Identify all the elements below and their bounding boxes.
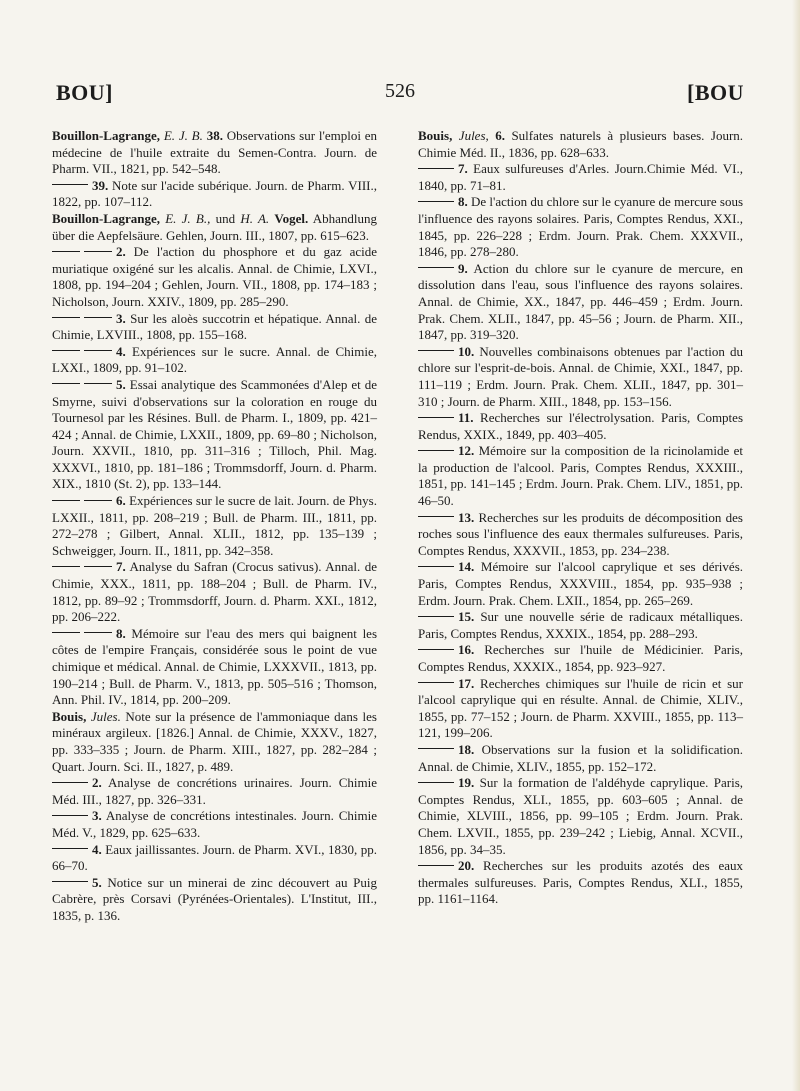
header-right-word: [BOU <box>687 80 744 105</box>
entry-text: Analyse du Safran (Crocus sativus). Annal. de Chimie, XXX., 1811, pp. 188–204 ; Bull. de Pharm. IV., 1812, pp. 89–92 ; Trommsdorff, Journ. d. Pharm. XXI., 1812, pp. 206–222. <box>52 559 377 625</box>
ditto-rule <box>52 251 80 252</box>
entry-text: Recherches chimiques sur l'huile de ricin et sur l'alcool caprylique qui en résulte. Annal. de Chimie, XLIV., 1855, pp. 77–152 ; Journ. de Pharm. XXVIII., 1855, pp. 113–121, 199–206. <box>418 675 744 741</box>
ditto-rule <box>52 317 80 318</box>
bibliography-entry <box>52 842 377 875</box>
ditto-rule <box>418 616 454 617</box>
entry-number: 5. <box>92 874 102 890</box>
bibliography-entry <box>52 808 377 841</box>
running-header <box>56 80 744 120</box>
entry-number: 39. <box>92 177 109 193</box>
ditto-rule <box>418 748 454 749</box>
ditto-rule <box>418 267 454 268</box>
bibliography-entry <box>418 344 743 410</box>
ditto-rule <box>418 682 454 683</box>
ditto-rule <box>52 848 88 849</box>
entry-number: 20. <box>458 858 475 874</box>
ditto-rule <box>84 500 112 501</box>
ditto-rule <box>418 782 454 783</box>
entry-number: 4. <box>116 343 126 359</box>
page-edge <box>792 0 800 1091</box>
ditto-rule <box>84 251 112 252</box>
entry-author: Bouis, <box>52 708 87 724</box>
ditto-rule <box>418 450 454 451</box>
entry-text: Eaux jaillissantes. Journ. de Pharm. XVI., 1830, pp. 66–70. <box>52 841 378 874</box>
entry-number: 13. <box>458 509 475 525</box>
bibliography-entry <box>418 510 743 560</box>
entry-number: 14. <box>458 559 475 575</box>
bibliography-entry <box>52 559 377 625</box>
entry-number: 9. <box>458 260 468 276</box>
entry-text: Nouvelles combinaisons obtenues par l'action du chlore sur l'esprit-de-bois. Annal. de Chimie, XXI., 1847, pp. 111–119 ; Erdm. Journ. Prak. Chem. XLII., 1847, pp. 301–310 ; Journ. de Pharm. XIII., 1848, pp. 153–156. <box>418 343 744 409</box>
bibliography-entry <box>52 493 377 559</box>
bibliography-entry <box>52 178 377 211</box>
ditto-rule <box>84 383 112 384</box>
entry-text: Note sur la présence de l'ammoniaque dans les minéraux argileux. [1826.] Annal. de Chimie, XXXV., 1827, pp. 333–335 ; Journ. de Pharm. XIII., 1827, pp. 282–284 ; Quart. Journ. Sci. II., 1827, p. 489. <box>52 708 377 774</box>
entry-number: 16. <box>458 642 475 658</box>
entry-text: Eaux sulfureuses d'Arles. Journ.Chimie Méd. VI., 1840, pp. 71–81. <box>418 161 743 193</box>
entry-number: 8. <box>116 625 126 641</box>
entry-text: Analyse de concrétions urinaires. Journ. Chimie Méd. III., 1827, pp. 326–331. <box>52 775 377 807</box>
ditto-rule <box>418 649 454 650</box>
entry-author-initials: E. J. B., <box>165 210 211 226</box>
ditto-rule <box>418 417 454 418</box>
bibliography-entry <box>52 775 377 808</box>
ditto-rule <box>418 350 454 351</box>
entry-text: Mémoire sur l'eau des mers qui baignent les côtes de l'empire Français, considérée sous le point de vue chimique et médical. Annal. de Chimie, LXXXVII., 1813, pp. 190–214 ; Bull. de Pharm. V., 1813, pp. 505–516 ; Thomson, Ann. Phil. IV., 1814, pp. 200–209. <box>52 625 378 708</box>
entry-text: Recherches sur l'électrolysation. Paris, Comptes Rendus, XXIX., 1849, pp. 403–405. <box>418 410 743 442</box>
entry-author: Bouis, <box>418 128 453 143</box>
bibliography-entry <box>418 609 743 642</box>
ditto-rule <box>418 566 454 567</box>
ditto-rule <box>52 350 80 351</box>
ditto-rule <box>52 632 80 633</box>
entry-text: Action du chlore sur le cyanure de mercure, en dissolution dans l'eau, sous l'influence des rayons solaires. Annal. de Chimie, XX., 1847, pp. 446–459 ; Erdm. Journ. Prak. Chem. XLII., 1847, pp. 45–56 ; Journ. de Pharm. XII., 1847, pp. 319–320. <box>418 260 743 343</box>
entry-author-initials: Jules, <box>458 128 489 143</box>
ditto-rule <box>52 782 88 783</box>
entry-text: De l'action du phosphore et du gaz acide muriatique oxigéné sur les alcalis. Annal. de Chimie, LXVI., 1808, pp. 194–204 ; Gehlen, Journ. VII., 1808, pp. 174–183 ; Nicholson, Journ. XXIV., 1809, pp. 285–290. <box>52 244 377 309</box>
bibliography-entry <box>52 211 377 244</box>
entry-text: Expériences sur le sucre. Annal. de Chimie, LXXI., 1809, pp. 91–102. <box>52 343 378 376</box>
entry-text: Mémoire sur l'alcool caprylique et ses dérivés. Paris, Comptes Rendus, XXXVIII., 1854, pp. 935–938 ; Erdm. Journ. Prak. Chem. LXII., 1854, pp. 265–269. <box>418 559 743 608</box>
entry-number: 11. <box>458 410 474 426</box>
entry-text: Observations sur l'emploi en médecine de l'huile extraite du Semen-Contra. Journ. de Pharm. VII., 1821, pp. 542–548. <box>52 128 378 177</box>
bibliography-entry <box>52 875 377 925</box>
entry-text: Recherches sur les produits azotés des eaux thermales sulfureuses. Paris, Comptes Rendus, XLI., 1855, pp. 1161–1164. <box>418 858 744 907</box>
bibliography-entry <box>52 709 377 775</box>
entry-number: 17. <box>458 675 475 691</box>
entry-text: Essai analytique des Scammonées d'Alep et de Smyrne, suivi d'observations sur la coloration en rouge du Tournesol par les Résines. Bull. de Pharm. I., 1809, pp. 421–424 ; Annal. de Chimie, LXXII., 1809, pp. 69–80 ; Nicholson, Journ. XXVII., 1810, pp. 311–316 ; Tilloch, Phil. Mag. XXXVI., 1810, pp. 181–186 ; Trommsdorff, Journ. d. Pharm. XIX., 1810 (St. 2), pp. 133–144. <box>52 376 377 492</box>
entry-text: Notice sur un minerai de zinc découvert au Puig Cabrère, près Corsavi (Pyrénées-Orientales). L'Institut, III., 1835, p. 136. <box>52 874 378 923</box>
bibliography-entry <box>418 775 743 858</box>
ditto-rule <box>52 500 80 501</box>
entry-number: 8. <box>458 194 468 210</box>
ditto-rule <box>52 383 80 384</box>
bibliography-entry <box>52 377 377 493</box>
ditto-rule <box>84 350 112 351</box>
bibliography-entry <box>418 161 743 194</box>
bibliography-entry <box>418 742 743 775</box>
entry-number: 3. <box>116 310 126 326</box>
bibliography-entry <box>418 128 743 161</box>
entry-number: 3. <box>92 808 102 824</box>
bibliography-entry <box>418 559 743 609</box>
entry-text: Sur une nouvelle série de radicaux métalliques. Paris, Comptes Rendus, XXXIX., 1854, pp. 288–293. <box>418 609 743 641</box>
entry-text: Mémoire sur la composition de la ricinolamide et la production de l'alcool. Paris, Comptes Rendus, XXXIII., 1851, pp. 141–145 ; Erdm. Journ. Prak. Chem. LIV., 1851, pp. 46–50. <box>418 443 744 509</box>
right-column <box>418 128 743 908</box>
page-number: 526 <box>385 80 415 102</box>
entry-text: Sur les aloès succotrin et hépatique. Annal. de Chimie, LXVIII., 1808, pp. 155–168. <box>52 310 378 343</box>
bibliography-entry <box>52 128 377 178</box>
ditto-rule <box>84 632 112 633</box>
ditto-rule <box>52 815 88 816</box>
bibliography-entry <box>52 311 377 344</box>
ditto-rule <box>84 566 112 567</box>
entry-number: 12. <box>458 443 475 459</box>
entry-number: 19. <box>458 775 475 791</box>
entry-text: Recherches sur l'huile de Médicinier. Paris, Comptes Rendus, XXXIX., 1854, pp. 923–927. <box>418 642 743 674</box>
entry-text: Recherches sur les produits de décomposition des roches sous l'influence des eaux thermales sulfureuses. Paris, Comptes Rendus, XXXVII., 1853, pp. 234–238. <box>418 509 743 558</box>
bibliography-entry <box>418 443 743 509</box>
entry-text: Sulfates naturels à plusieurs bases. Journ. Chimie Méd. II., 1836, pp. 628–633. <box>418 128 744 160</box>
entry-text: Analyse de concrétions intestinales. Journ. Chimie Méd. V., 1829, pp. 625–633. <box>52 808 377 840</box>
entry-text: Expériences sur le sucre de lait. Journ. de Phys. LXXII., 1811, pp. 208–219 ; Bull. de Pharm. III., 1811, pp. 272–278 ; Gilbert, Annal. XLII., 1812, pp. 135–139 ; Schweigger, Journ. II., 1811, pp. 342–358. <box>52 493 377 558</box>
bibliography-entry <box>52 244 377 310</box>
entry-coauthor-initials: H. A. <box>240 210 270 226</box>
entry-number: 2. <box>116 244 126 260</box>
entry-number: 4. <box>92 841 102 857</box>
entry-number: 2. <box>92 775 102 791</box>
entry-author-initials: E. J. B. <box>163 128 203 143</box>
entry-coauthor: Vogel. <box>274 210 309 226</box>
bibliography-entry <box>418 676 743 742</box>
ditto-rule <box>418 168 454 169</box>
entry-author: Bouillon-Lagrange, <box>52 128 160 143</box>
entry-number: 5. <box>116 376 126 392</box>
header-left-word: BOU] <box>56 80 113 105</box>
entry-number: 7. <box>458 161 468 177</box>
left-column <box>52 128 377 925</box>
entry-coauthor-joiner: und <box>215 210 236 226</box>
ditto-rule <box>52 184 88 185</box>
entry-text: Sur la formation de l'aldéhyde caprylique. Paris, Comptes Rendus, XLI., 1855, pp. 603–605 ; Annal. de Chimie, XLVIII., 1856, pp. 99–105 ; Erdm. Journ. Prak. Chem. LXVII., 1855, pp. 239–242 ; Liebig, Annal. XCVII., 1856, pp. 34–35. <box>418 775 744 857</box>
ditto-rule <box>52 881 88 882</box>
bibliography-entry <box>418 261 743 344</box>
bibliography-entry <box>418 410 743 443</box>
entry-text: Abhandlung über die Aepfelsäure. Gehlen, Journ. III., 1807, pp. 615–623. <box>52 210 377 243</box>
entry-text: Observations sur la fusion et la solidification. Annal. de Chimie, XLIV., 1855, pp. 152–172. <box>418 741 744 774</box>
bibliography-entry <box>52 344 377 377</box>
entry-number: 38. <box>206 128 223 143</box>
entry-text: De l'action du chlore sur le cyanure de mercure sous l'influence des rayons solaires. Paris, Comptes Rendus, XXI., 1845, pp. 226–228 ; Erdm. Journ. Prak. Chem. XXXVII., 1846, pp. 278–280. <box>418 194 744 260</box>
ditto-rule <box>418 865 454 866</box>
entry-number: 6. <box>116 493 126 509</box>
ditto-rule <box>52 566 80 567</box>
entry-number: 10. <box>458 343 475 359</box>
entry-number: 6. <box>495 128 505 143</box>
bibliography-entry <box>418 642 743 675</box>
entry-author-initials: Jules. <box>90 708 121 724</box>
bibliography-entry <box>52 626 377 709</box>
entry-text: Note sur l'acide subérique. Journ. de Pharm. VIII., 1822, pp. 107–112. <box>52 177 377 210</box>
ditto-rule <box>418 201 454 202</box>
ditto-rule <box>418 516 454 517</box>
bibliography-entry <box>418 194 743 260</box>
bibliography-entry <box>418 858 743 908</box>
entry-author: Bouillon-Lagrange, <box>52 210 160 226</box>
entry-number: 7. <box>116 559 126 575</box>
entry-number: 18. <box>458 741 475 757</box>
entry-number: 15. <box>458 609 475 625</box>
ditto-rule <box>84 317 112 318</box>
